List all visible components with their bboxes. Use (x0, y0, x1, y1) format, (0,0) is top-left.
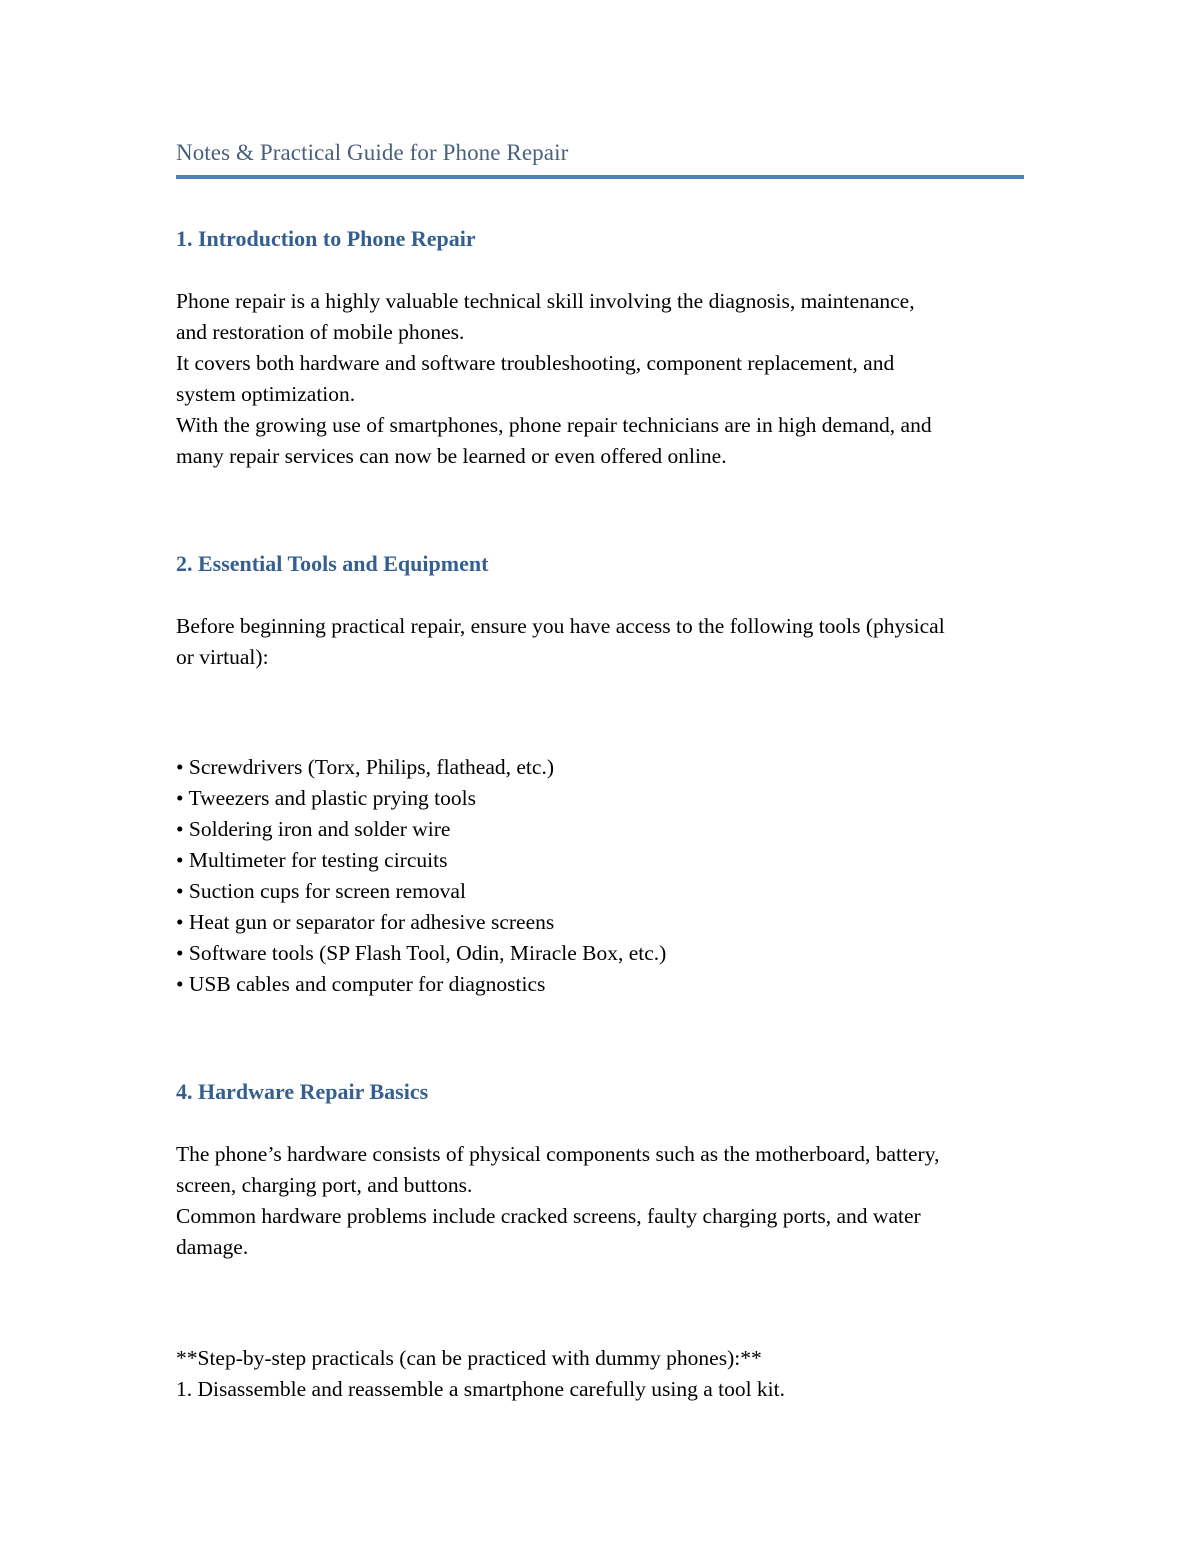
paragraph-line: system optimization. (176, 382, 356, 406)
introduction-paragraph (176, 286, 1024, 472)
list-item: • Suction cups for screen removal (176, 879, 466, 903)
tools-bullet-list (176, 752, 1024, 1000)
paragraph-line: The phone’s hardware consists of physical components such as the motherboard, battery, (176, 1142, 940, 1166)
list-item: • Software tools (SP Flash Tool, Odin, Miracle Box, etc.) (176, 941, 667, 965)
section-heading-tools: 2. Essential Tools and Equipment (176, 551, 489, 576)
practicals-heading-line: **Step-by-step practicals (can be practiced with dummy phones):** (176, 1346, 762, 1370)
paragraph-line: With the growing use of smartphones, phone repair technicians are in high demand, and (176, 413, 932, 437)
paragraph-line: It covers both hardware and software troubleshooting, component replacement, and (176, 351, 895, 375)
paragraph-line: or virtual): (176, 645, 269, 669)
paragraph-line: many repair services can now be learned or even offered online. (176, 444, 727, 468)
paragraph-line: and restoration of mobile phones. (176, 320, 465, 344)
paragraph-line: Common hardware problems include cracked screens, faulty charging ports, and water (176, 1204, 921, 1228)
section-heading-introduction: 1. Introduction to Phone Repair (176, 226, 476, 251)
paragraph-line: Before beginning practical repair, ensure you have access to the following tools (physical (176, 614, 945, 638)
paragraph-line: screen, charging port, and buttons. (176, 1173, 473, 1197)
list-item: • Heat gun or separator for adhesive screens (176, 910, 555, 934)
paragraph-line: damage. (176, 1235, 249, 1259)
paragraph-line: Phone repair is a highly valuable technical skill involving the diagnosis, maintenance, (176, 289, 915, 313)
list-item: • Multimeter for testing circuits (176, 848, 448, 872)
document-title: Notes & Practical Guide for Phone Repair (176, 140, 569, 165)
hardware-practicals (176, 1343, 1024, 1405)
title-underline-rule (176, 175, 1024, 179)
tools-intro-paragraph (176, 611, 1024, 673)
list-item: • Tweezers and plastic prying tools (176, 786, 476, 810)
practicals-step-line: 1. Disassemble and reassemble a smartphone carefully using a tool kit. (176, 1377, 786, 1401)
section-heading-hardware: 4. Hardware Repair Basics (176, 1079, 429, 1104)
list-item: • Soldering iron and solder wire (176, 817, 451, 841)
hardware-paragraph (176, 1139, 1024, 1263)
list-item: • Screwdrivers (Torx, Philips, flathead, etc.) (176, 755, 554, 779)
list-item: • USB cables and computer for diagnostics (176, 972, 546, 996)
